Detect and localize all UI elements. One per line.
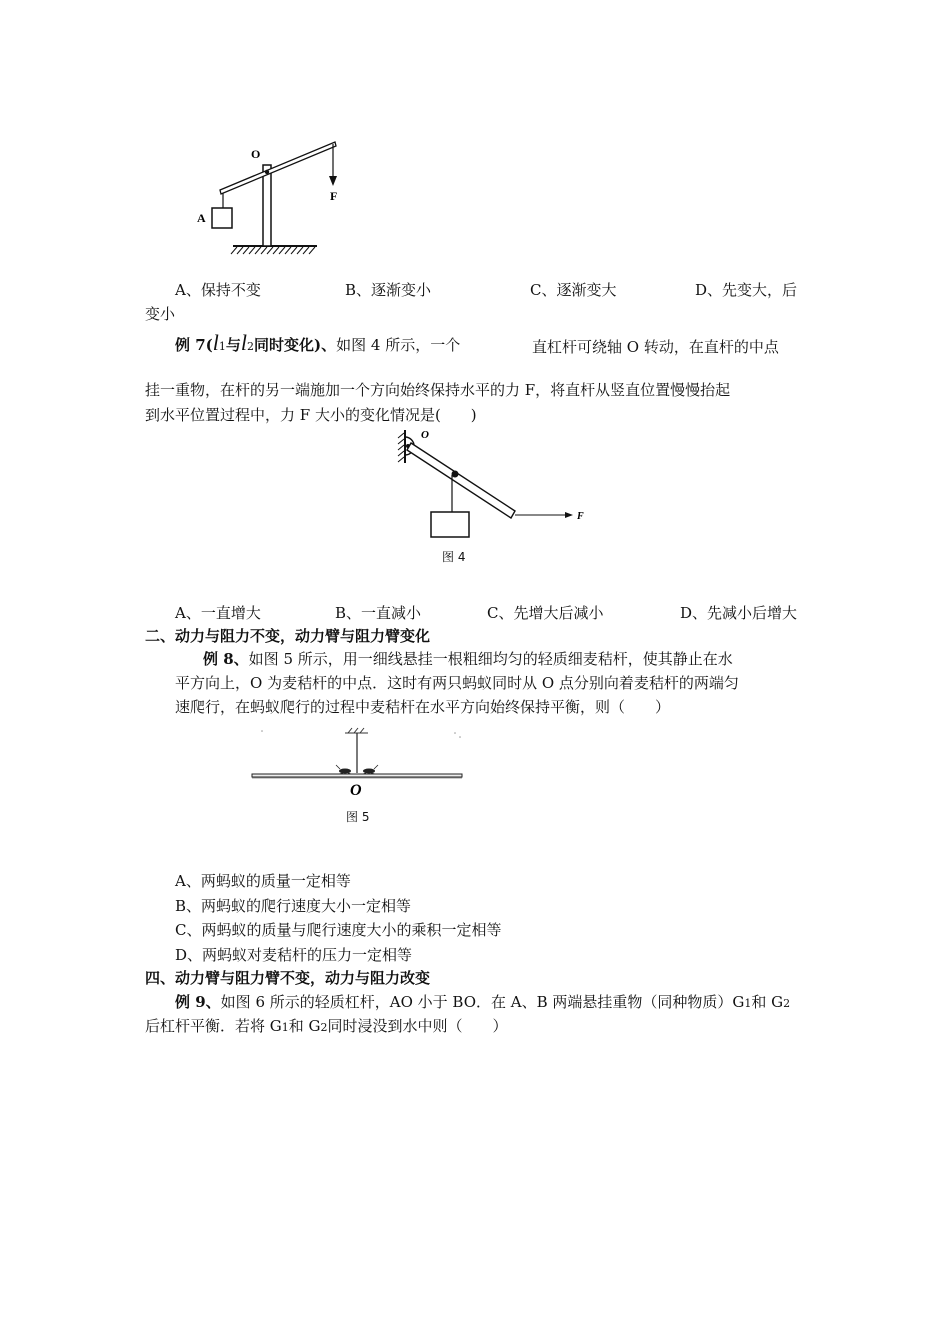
- ex8-option-c: C、两蚂蚁的质量与爬行速度大小的乘积一定相等: [175, 921, 502, 939]
- ex7-option-a: A、一直增大: [175, 604, 261, 622]
- ex8-option-b: B、两蚂蚁的爬行速度大小一定相等: [175, 897, 412, 915]
- ex9-head: 例 9、: [175, 993, 221, 1011]
- ex7-line1b: 直杠杆可绕轴 O 转动，在直杆的中点: [532, 338, 779, 356]
- ex7-option-b: B、一直减小: [335, 604, 422, 622]
- fig4-label-F: F: [577, 511, 584, 522]
- label-A: A: [197, 211, 206, 225]
- section-4-title: 四、动力臂与阻力臂不变，动力与阻力改变: [145, 969, 431, 987]
- ex8-line1: 例 8、如图 5 所示，用一细线悬挂一根粗细均匀的轻质细麦秸杆，使其静止在水: [203, 650, 733, 668]
- ex8-line2: 平方向上，O 为麦秸杆的中点．这时有两只蚂蚁同时从 O 点分别向着麦秸杆的两端匀: [175, 674, 739, 692]
- ex9-line1: 例 9、如图 6 所示的轻质杠杆，AO 小于 BO．在 A、B 两端悬挂重物（同种物质）G1和 G2: [175, 993, 791, 1011]
- q6-option-d: D、先变大，后: [695, 281, 798, 299]
- ex8-head: 例 8、: [203, 650, 249, 668]
- fig5-label-O: O: [350, 782, 362, 799]
- label-F: F: [330, 189, 338, 203]
- ex7-option-d: D、先减小后增大: [680, 604, 798, 622]
- q6-option-a: A、保持不变: [175, 281, 261, 299]
- fig4-label-O: O: [421, 429, 429, 441]
- q6-option-c: C、逐渐变大: [530, 281, 617, 299]
- ex7-line3: 到水平位置过程中，力 F 大小的变化情况是( ): [145, 406, 477, 424]
- figure-5: [250, 725, 470, 800]
- section-2-title: 二、动力与阻力不变，动力臂与阻力臂变化: [145, 627, 431, 645]
- figure-4: [395, 425, 595, 540]
- figure-5-caption: 图 5: [346, 810, 370, 824]
- figure-4-caption: 图 4: [442, 550, 466, 564]
- ex7-head: 例 7(: [175, 336, 213, 354]
- ex7-option-c: C、先增大后减小: [487, 604, 604, 622]
- ex7-line1: 例 7(l1与l2同时变化)、如图 4 所示，一个: [175, 330, 461, 355]
- ex9-line2: 后杠杆平衡．若将 G1和 G2同时浸没到水中则（ ）: [145, 1017, 508, 1035]
- ex8-line3: 速爬行，在蚂蚁爬行的过程中麦秸杆在水平方向始终保持平衡，则（ ）: [175, 698, 671, 716]
- q6-option-d-cont: 变小: [145, 305, 176, 323]
- ex8-option-a: A、两蚂蚁的质量一定相等: [175, 872, 351, 890]
- label-O: O: [251, 147, 261, 161]
- ex8-option-d: D、两蚂蚁对麦秸杆的压力一定相等: [175, 946, 413, 964]
- q6-option-b: B、逐渐变小: [345, 281, 432, 299]
- ex7-line2: 挂一重物，在杆的另一端施加一个方向始终保持水平的力 F，将直杆从竖直位置慢慢抬起: [145, 381, 731, 399]
- lever-figure-top: [185, 130, 360, 260]
